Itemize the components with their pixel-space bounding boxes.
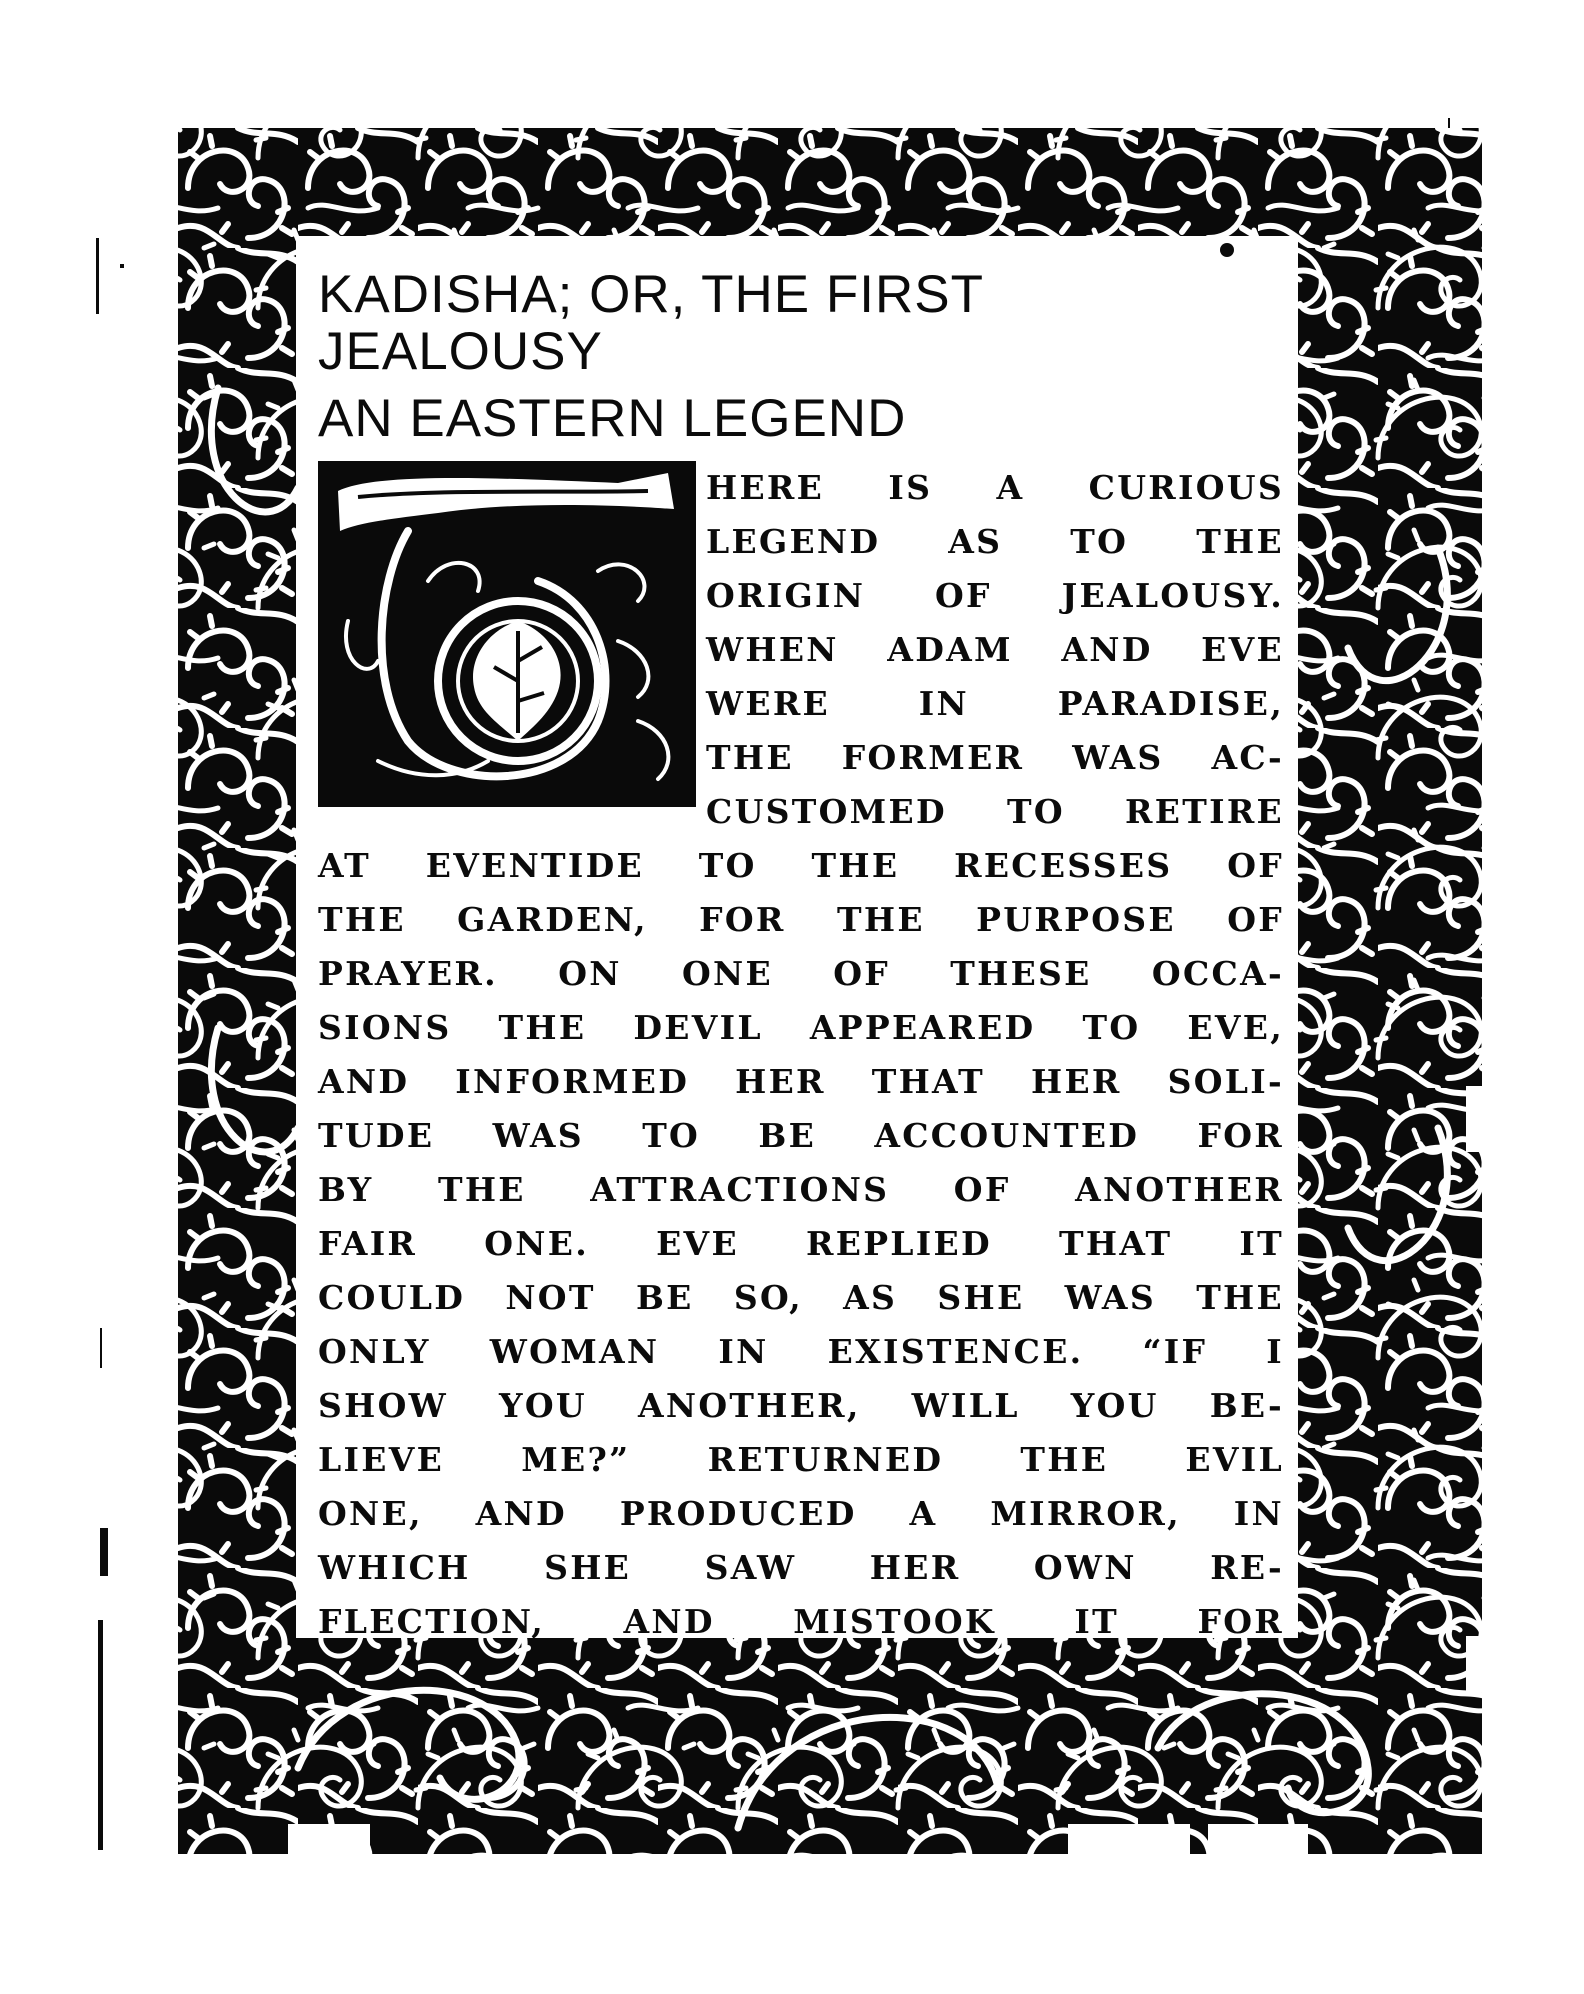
article-subtitle: AN EASTERN LEGEND bbox=[318, 389, 907, 448]
frame-notch bbox=[1068, 1824, 1190, 1854]
ornamental-initial-t-icon bbox=[318, 461, 696, 807]
scan-artifact-left-2 bbox=[120, 264, 124, 268]
ornamental-border bbox=[178, 128, 1482, 1854]
body-line: TUDE WAS TO BE ACCOUNTED FOR bbox=[318, 1116, 1284, 1155]
scan-artifact-left-4 bbox=[100, 1528, 108, 1576]
body-line: WHEN ADAM AND EVE bbox=[706, 630, 1284, 669]
body-line: AT EVENTIDE TO THE RECESSES OF bbox=[318, 846, 1284, 885]
frame-notch bbox=[1466, 1636, 1482, 1692]
body-line: FLECTION, AND MISTOOK IT FOR bbox=[318, 1602, 1284, 1641]
body-line: FAIR ONE. EVE REPLIED THAT IT bbox=[318, 1224, 1284, 1263]
scan-artifact-left-1 bbox=[96, 238, 99, 314]
body-line: THE GARDEN, FOR THE PURPOSE OF bbox=[318, 900, 1284, 939]
scan-artifact-left-5 bbox=[98, 1620, 103, 1850]
body-line: PRAYER. ON ONE OF THESE OCCA- bbox=[318, 954, 1284, 993]
body-line: SIONS THE DEVIL APPEARED TO EVE, bbox=[318, 1008, 1284, 1047]
body-line: SHOW YOU ANOTHER, WILL YOU BE- bbox=[318, 1386, 1284, 1425]
frame-notch bbox=[288, 1824, 370, 1854]
scan-artifact-left-3 bbox=[100, 1328, 102, 1368]
article-body bbox=[318, 461, 1284, 1649]
body-line: LIEVE ME?” RETURNED THE EVIL bbox=[318, 1440, 1284, 1479]
body-line: AND INFORMED HER THAT HER SOLI- bbox=[318, 1062, 1284, 1101]
body-line: WERE IN PARADISE, bbox=[706, 684, 1284, 723]
body-line: ONE, AND PRODUCED A MIRROR, IN bbox=[318, 1494, 1284, 1533]
body-line: COULD NOT BE SO, AS SHE WAS THE bbox=[318, 1278, 1284, 1317]
text-panel bbox=[296, 236, 1298, 1641]
article-title-line-2: JEALOUSY bbox=[318, 322, 603, 381]
ink-dot bbox=[1220, 243, 1234, 257]
body-line: LEGEND AS TO THE bbox=[706, 522, 1284, 561]
body-line: BY THE ATTRACTIONS OF ANOTHER bbox=[318, 1170, 1284, 1209]
body-line: WHICH SHE SAW HER OWN RE- bbox=[318, 1548, 1284, 1587]
frame-notch bbox=[1208, 1824, 1308, 1854]
article-title-line-1: KADISHA; OR, THE FIRST bbox=[318, 265, 984, 324]
body-line: HERE IS A CURIOUS bbox=[706, 468, 1284, 507]
body-line: THE FORMER WAS AC- bbox=[706, 738, 1284, 777]
frame-notch bbox=[1466, 1086, 1482, 1152]
body-line: CUSTOMED TO RETIRE bbox=[706, 792, 1284, 831]
body-line: ORIGIN OF JEALOUSY. bbox=[706, 576, 1284, 615]
body-line: ONLY WOMAN IN EXISTENCE. “IF I bbox=[318, 1332, 1284, 1371]
